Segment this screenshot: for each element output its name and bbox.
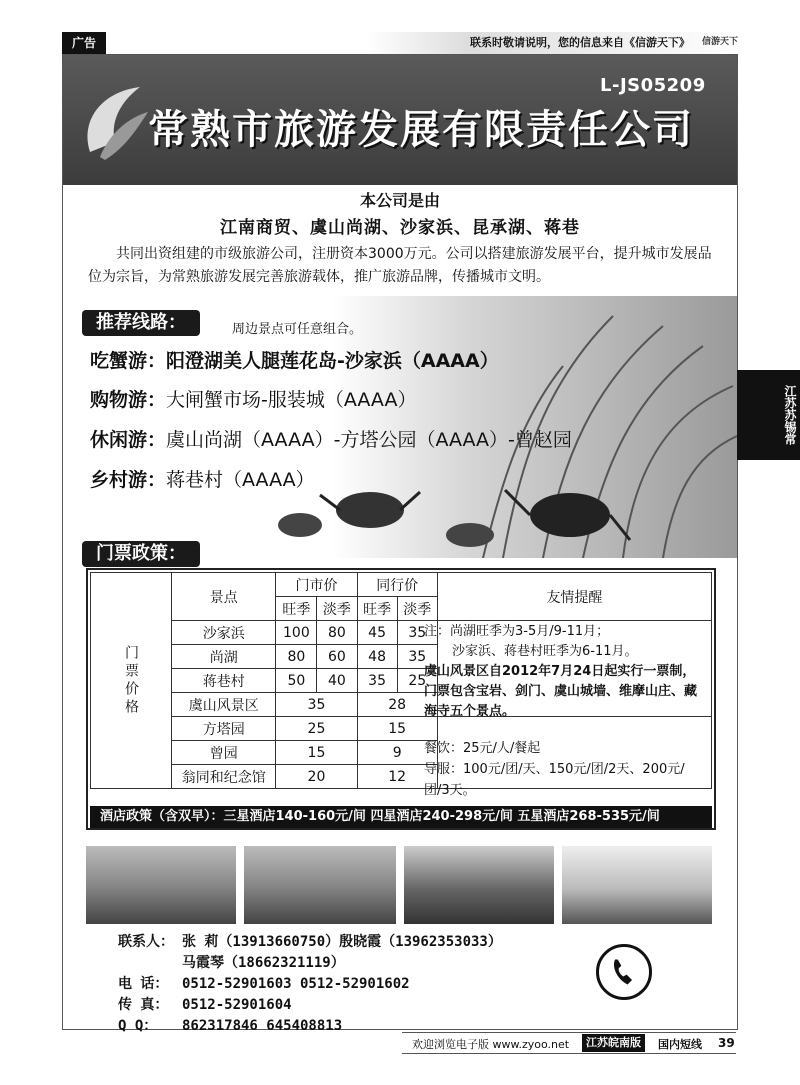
leaf-logo-icon [80,82,150,162]
company-name: 常熟市旅游发展有限责任公司 [148,107,694,153]
photo-shore [562,846,712,924]
phone-icon [596,944,652,1000]
col-header: 旺季 [276,597,317,621]
photo-lake [244,846,396,924]
service-block: 餐饮：25元/人/餐起 导服：100元/团/天、150元/团/2天、200元/团/3天。 [424,741,685,798]
crabs-image [270,480,640,560]
hotel-policy: 酒店政策（含双早）：三星酒店140-160元/间 四星酒店240-298元/间 五星酒店268-535元/间 [90,806,712,828]
table-row: 蒋巷村 50 40 35 25 [91,669,712,693]
tickets-title: 门票政策： [82,541,200,567]
col-header: 淡季 [317,597,357,621]
routes-title: 推荐线路： [82,310,200,336]
publisher-logo: 信游天下 [701,37,738,47]
photo-boats [86,846,236,924]
routes-note: 周边景点可任意组合。 [232,322,363,337]
col-header: 景点 [172,573,276,621]
side-label: 门票价格 [91,573,172,789]
col-header: 同行价 [357,573,437,597]
table-row: 翁同和纪念馆 20 12 [91,765,712,789]
route-item: 休闲游：虞山尚湖（AAAA）-方塔公园（AAAA）-曾赵园 [90,429,572,451]
table-row: 尚湖 80 60 48 35 [91,645,712,669]
table-row: 沙家浜 100 80 45 35 [91,621,712,645]
table-row: 虞山风景区 35 28 [91,693,712,717]
col-header: 门市价 [276,573,357,597]
ad-tag: 广告 [62,32,106,54]
route-item: 购物游：大闸蟹市场-服装城（AAAA） [90,389,417,411]
photo-gate [404,846,554,924]
route-item: 乡村游：蒋巷村（AAAA） [90,469,315,491]
col-header: 旺季 [357,597,397,621]
intro-line-1: 本公司是由 [359,191,440,210]
col-header: 友情提醒 [437,573,711,621]
route-item: 吃蟹游：阳澄湖美人腿莲花岛-沙家浜（AAAA） [90,350,499,372]
tips-block: 注：尚湖旺季为3-5月/9-11月； 沙家浜、蒋巷村旺季为6-11月。 虞山风景区自2012年7月24日起实行一票制，门票包含宝岩、剑门、虞山城墙、维摩山庄、藏海寺五个景点。 [424,624,698,719]
region-tab: 江苏苏锡常 [737,370,800,460]
page-number: 39 [718,1036,735,1050]
contact-block: 联系人： 张 莉（13913660750）殷晓霞（13962353033） 马霞琴（18662321119） 电 话： 0512-52901603 0512-52901602 传 真： 0512-52901604 Q Q： 862317846 645408813 [118,934,502,1034]
table-row: 曾园 15 9 [91,741,712,765]
table-row: 方塔园 25 15 [91,717,712,741]
listing-code: L-JS05209 [600,75,706,96]
col-header: 淡季 [397,597,437,621]
source-note: 联系时敬请说明，您的信息来自《信游天下》 [470,36,690,49]
intro-line-2: 江南商贸、虞山尚湖、沙家浜、昆承湖、蒋巷 [220,218,580,238]
intro-body: 共同出资组建的市级旅游公司，注册资本3000万元。公司以搭建旅游发展平台，提升城市发展品位为宗旨，为常熟旅游发展完善旅游载体，推广旅游品牌，传播城市文明。 [88,246,712,285]
